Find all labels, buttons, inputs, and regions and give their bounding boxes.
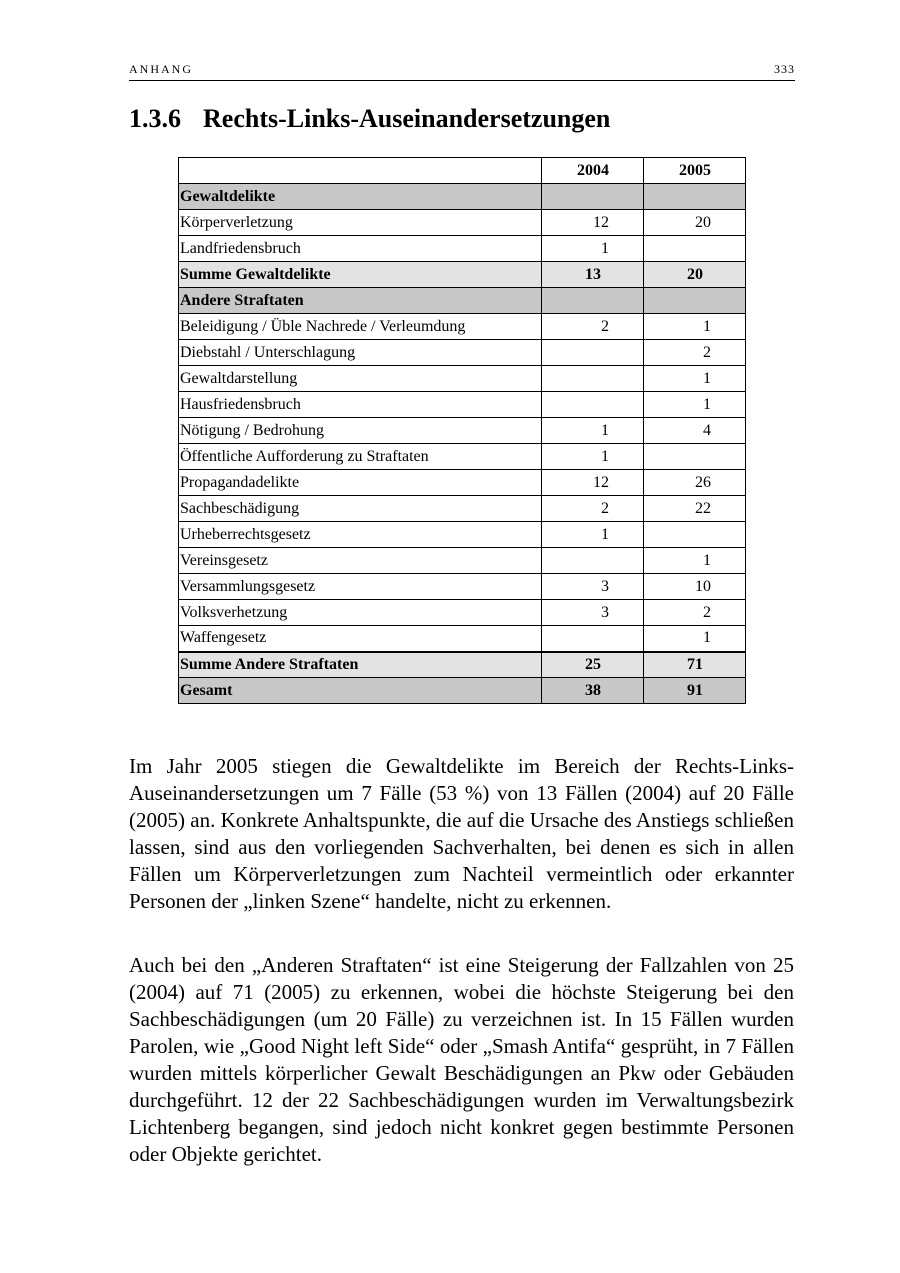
table-header-row: [179, 158, 746, 184]
category-row: [179, 184, 746, 210]
value-2005: 1: [644, 626, 746, 652]
row-label: Summe Andere Straftaten: [179, 652, 542, 678]
value-2005: 4: [644, 418, 746, 444]
column-header-2004: 2004: [542, 158, 644, 184]
section-title-text: Rechts-Links-Auseinandersetzungen: [203, 104, 611, 133]
value-2005: 22: [644, 496, 746, 522]
row-label: Beleidigung / Üble Nachrede / Verleumdung: [179, 314, 542, 340]
table-row: [179, 314, 746, 340]
crime-statistics-table: [178, 157, 746, 704]
value-2004: 2: [542, 496, 644, 522]
value-2005: 91: [644, 678, 746, 704]
value-2005: 1: [644, 392, 746, 418]
value-2004: [542, 366, 644, 392]
row-label: Andere Straftaten: [179, 288, 542, 314]
value-2005: 10: [644, 574, 746, 600]
row-label: Körperverletzung: [179, 210, 542, 236]
table-row: [179, 626, 746, 652]
value-2005: [644, 522, 746, 548]
value-2005: 2: [644, 340, 746, 366]
table-row: [179, 574, 746, 600]
value-2004: 13: [542, 262, 644, 288]
value-2005: [644, 288, 746, 314]
header-section-label: ANHANG: [129, 62, 193, 76]
value-2005: 20: [644, 262, 746, 288]
row-label: Versammlungsgesetz: [179, 574, 542, 600]
value-2004: 1: [542, 444, 644, 470]
value-2004: [542, 288, 644, 314]
value-2004: 3: [542, 574, 644, 600]
value-2004: 1: [542, 236, 644, 262]
row-label: Gesamt: [179, 678, 542, 704]
value-2005: 1: [644, 314, 746, 340]
row-label: Waffengesetz: [179, 626, 542, 652]
table-row: [179, 600, 746, 626]
row-label: Landfriedensbruch: [179, 236, 542, 262]
running-header: [129, 62, 795, 81]
table-row: [179, 340, 746, 366]
value-2005: 2: [644, 600, 746, 626]
row-label: Gewaltdarstellung: [179, 366, 542, 392]
row-label: Nötigung / Bedrohung: [179, 418, 542, 444]
value-2005: [644, 444, 746, 470]
page-number: 333: [774, 62, 795, 76]
row-label: Gewaltdelikte: [179, 184, 542, 210]
table-row: [179, 444, 746, 470]
row-label: Propagandadelikte: [179, 470, 542, 496]
value-2004: [542, 626, 644, 652]
paragraph-violent-offences: Im Jahr 2005 stiegen die Gewaltdelikte im Bereich der Rechts-Links-Auseinandersetzungen um 7 Fälle (53 %) von 13 Fällen (2004) auf 20 Fälle (2005) an. Konkrete Anhaltspunkte, die auf die Ursache des Anstiegs schließen lassen, sind aus den vorliegenden Sachverhalten, bei denen es sich in allen Fällen um Körperverletzungen zum Nachteil vermeintlich oder erkannter Personen der „linken Szene“ handelte, nicht zu erkennen.: [129, 754, 794, 913]
section-number: 1.3.6: [129, 104, 181, 133]
section-title: [129, 104, 610, 134]
value-2004: 25: [542, 652, 644, 678]
row-label: Volksverhetzung: [179, 600, 542, 626]
column-header-category: [179, 158, 542, 184]
subtotal-row: [179, 262, 746, 288]
table-row: [179, 418, 746, 444]
row-label: Öffentliche Aufforderung zu Straftaten: [179, 444, 542, 470]
table-row: [179, 470, 746, 496]
paragraph-other-offences: Auch bei den „Anderen Straftaten“ ist eine Steigerung der Fallzahlen von 25 (2004) auf 71 (2005) zu erkennen, wobei die höchste Steigerung bei den Sachbeschädigungen (um 20 Fälle) zu verzeichnen ist. In 15 Fällen wurden Parolen, wie „Good Night left Side“ oder „Smash Antifa“ gesprüht, in 7 Fällen wurden mittels körperlicher Gewalt Beschädigungen an Pkw oder Gebäuden durchgeführt. 12 der 22 Sachbeschädigungen wurden im Verwaltungsbezirk Lichtenberg begangen, sind jedoch nicht konkret gegen bestimmte Personen oder Objekte gerichtet.: [129, 953, 794, 1166]
value-2005: 71: [644, 652, 746, 678]
row-label: Urheberrechtsgesetz: [179, 522, 542, 548]
row-label: Hausfriedensbruch: [179, 392, 542, 418]
value-2005: 20: [644, 210, 746, 236]
value-2005: 1: [644, 548, 746, 574]
value-2004: [542, 184, 644, 210]
value-2004: 3: [542, 600, 644, 626]
table-row: [179, 392, 746, 418]
value-2005: 26: [644, 470, 746, 496]
subtotal-row: [179, 652, 746, 678]
value-2004: 38: [542, 678, 644, 704]
row-label: Summe Gewaltdelikte: [179, 262, 542, 288]
value-2005: [644, 184, 746, 210]
row-label: Sachbeschädigung: [179, 496, 542, 522]
value-2004: [542, 340, 644, 366]
category-row: [179, 288, 746, 314]
value-2005: [644, 236, 746, 262]
table-body: [179, 184, 746, 704]
value-2004: 2: [542, 314, 644, 340]
table-row: [179, 496, 746, 522]
value-2004: 12: [542, 210, 644, 236]
row-label: Vereinsgesetz: [179, 548, 542, 574]
value-2004: 1: [542, 418, 644, 444]
table-row: [179, 548, 746, 574]
value-2004: 12: [542, 470, 644, 496]
column-header-2005: 2005: [644, 158, 746, 184]
value-2004: 1: [542, 522, 644, 548]
value-2005: 1: [644, 366, 746, 392]
table-row: [179, 522, 746, 548]
total-row: [179, 678, 746, 704]
value-2004: [542, 392, 644, 418]
value-2004: [542, 548, 644, 574]
table-row: [179, 366, 746, 392]
row-label: Diebstahl / Unterschlagung: [179, 340, 542, 366]
table-row: [179, 236, 746, 262]
table-row: [179, 210, 746, 236]
